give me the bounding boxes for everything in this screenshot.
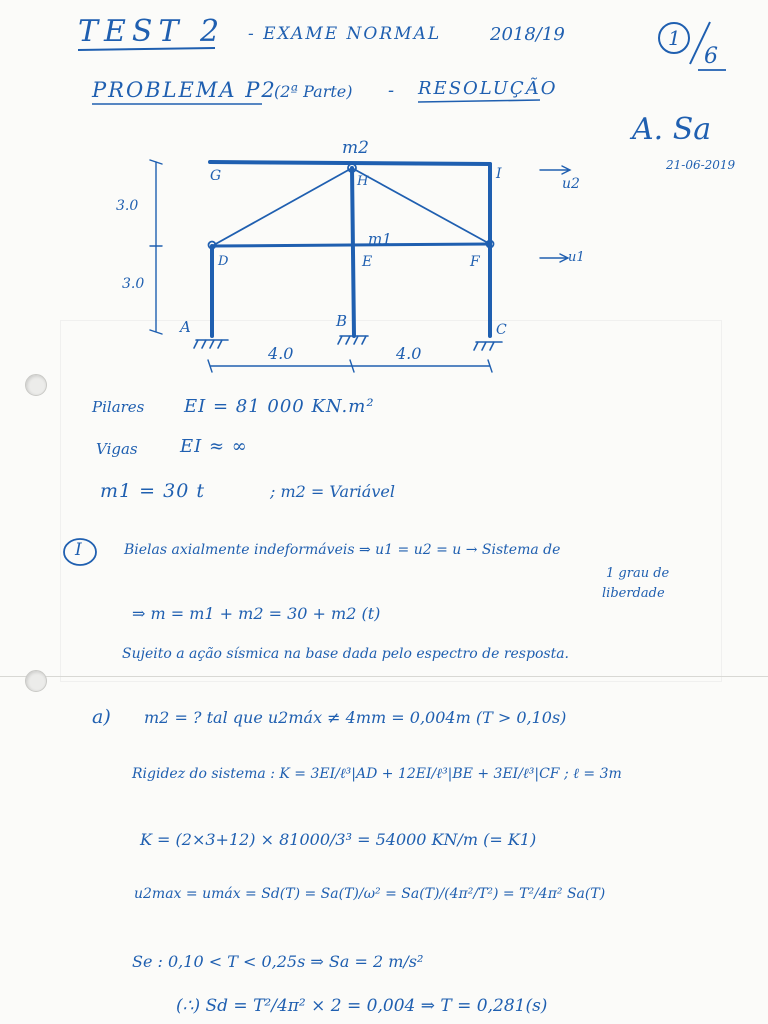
mass-m1-label: m1 (368, 230, 392, 248)
section1-line1c: liberdade (602, 586, 665, 601)
span-right: 4.0 (396, 344, 422, 363)
dim-upper: 3.0 (116, 198, 139, 214)
mass-m2-value: ; m2 = Variável (270, 482, 395, 501)
date: 21-06-2019 (666, 158, 736, 172)
section1-line3: Sujeito a ação sísmica na base dada pelo espectro de resposta. (122, 646, 569, 662)
part-a-question: m2 = ? tal que u2máx ≠ 4mm = 0,004m (T > 0,10s) (144, 708, 567, 727)
node-label-e: E (362, 254, 373, 270)
resolution-title: RESOLUÇÃO (418, 78, 558, 99)
page-total: 6 (704, 44, 718, 69)
school-year: 2018/19 (490, 24, 565, 45)
binder-hole-bottom (25, 670, 47, 692)
node-label-a: A (180, 318, 191, 336)
dof-u2: u2 (562, 176, 580, 192)
stiffness-formula: Rigidez do sistema : K = 3EI/ℓ³|AD + 12EI/ℓ³|BE + 3EI/ℓ³|CF ; ℓ = 3m (132, 766, 622, 782)
spectrum-range: Se : 0,10 < T < 0,25s ⇒ Sa = 2 m/s² (132, 952, 424, 971)
dim-lower: 3.0 (122, 276, 145, 292)
mass-m2-label: m2 (342, 138, 369, 158)
problem-label: PROBLEMA P2 (92, 78, 277, 102)
stiffness-value: K = (2×3+12) × 81000/3³ = 54000 KN/m (= K1) (140, 830, 537, 849)
problem-part: (2ª Parte) (274, 82, 353, 101)
dof-u1: u1 (568, 250, 585, 265)
node-label-b: B (336, 312, 348, 330)
columns-label: Pilares (92, 398, 145, 416)
test-title: TEST 2 (78, 14, 226, 49)
part-a-label: a) (92, 706, 111, 728)
node-label-c: C (496, 322, 507, 338)
section-marker: I (75, 540, 82, 560)
exam-type: - EXAME NORMAL (248, 24, 442, 44)
columns-value: EI = 81 000 KN.m² (184, 396, 375, 417)
span-left: 4.0 (268, 344, 294, 363)
node-label-i: I (496, 166, 502, 182)
problem-dash: - (388, 80, 395, 101)
signature: A. Sa (632, 112, 712, 147)
period-result: (∴) Sd = T²/4π² × 2 = 0,004 ⇒ T = 0,281(s) (176, 996, 548, 1016)
section1-line1: Bielas axialmente indeformáveis ⇒ u1 = u2 = u → Sistema de (124, 542, 561, 558)
page-number: 1 (668, 26, 681, 50)
page-fold-line (0, 676, 768, 677)
node-label-d: D (218, 254, 229, 269)
displacement-formula: u2max = umáx = Sd(T) = Sa(T)/ω² = Sa(T)/(4π²/T²) = T²/4π² Sa(T) (134, 886, 606, 902)
beams-label: Vigas (96, 440, 138, 458)
section1-line2: ⇒ m = m1 + m2 = 30 + m2 (t) (132, 604, 381, 623)
beams-value: EI ≈ ∞ (180, 436, 248, 457)
mass-m1-value: m1 = 30 t (100, 480, 205, 502)
node-label-f: F (470, 254, 480, 270)
section1-line1b: 1 grau de (606, 566, 670, 581)
node-label-g: G (210, 168, 222, 184)
node-label-h: H (357, 174, 369, 189)
